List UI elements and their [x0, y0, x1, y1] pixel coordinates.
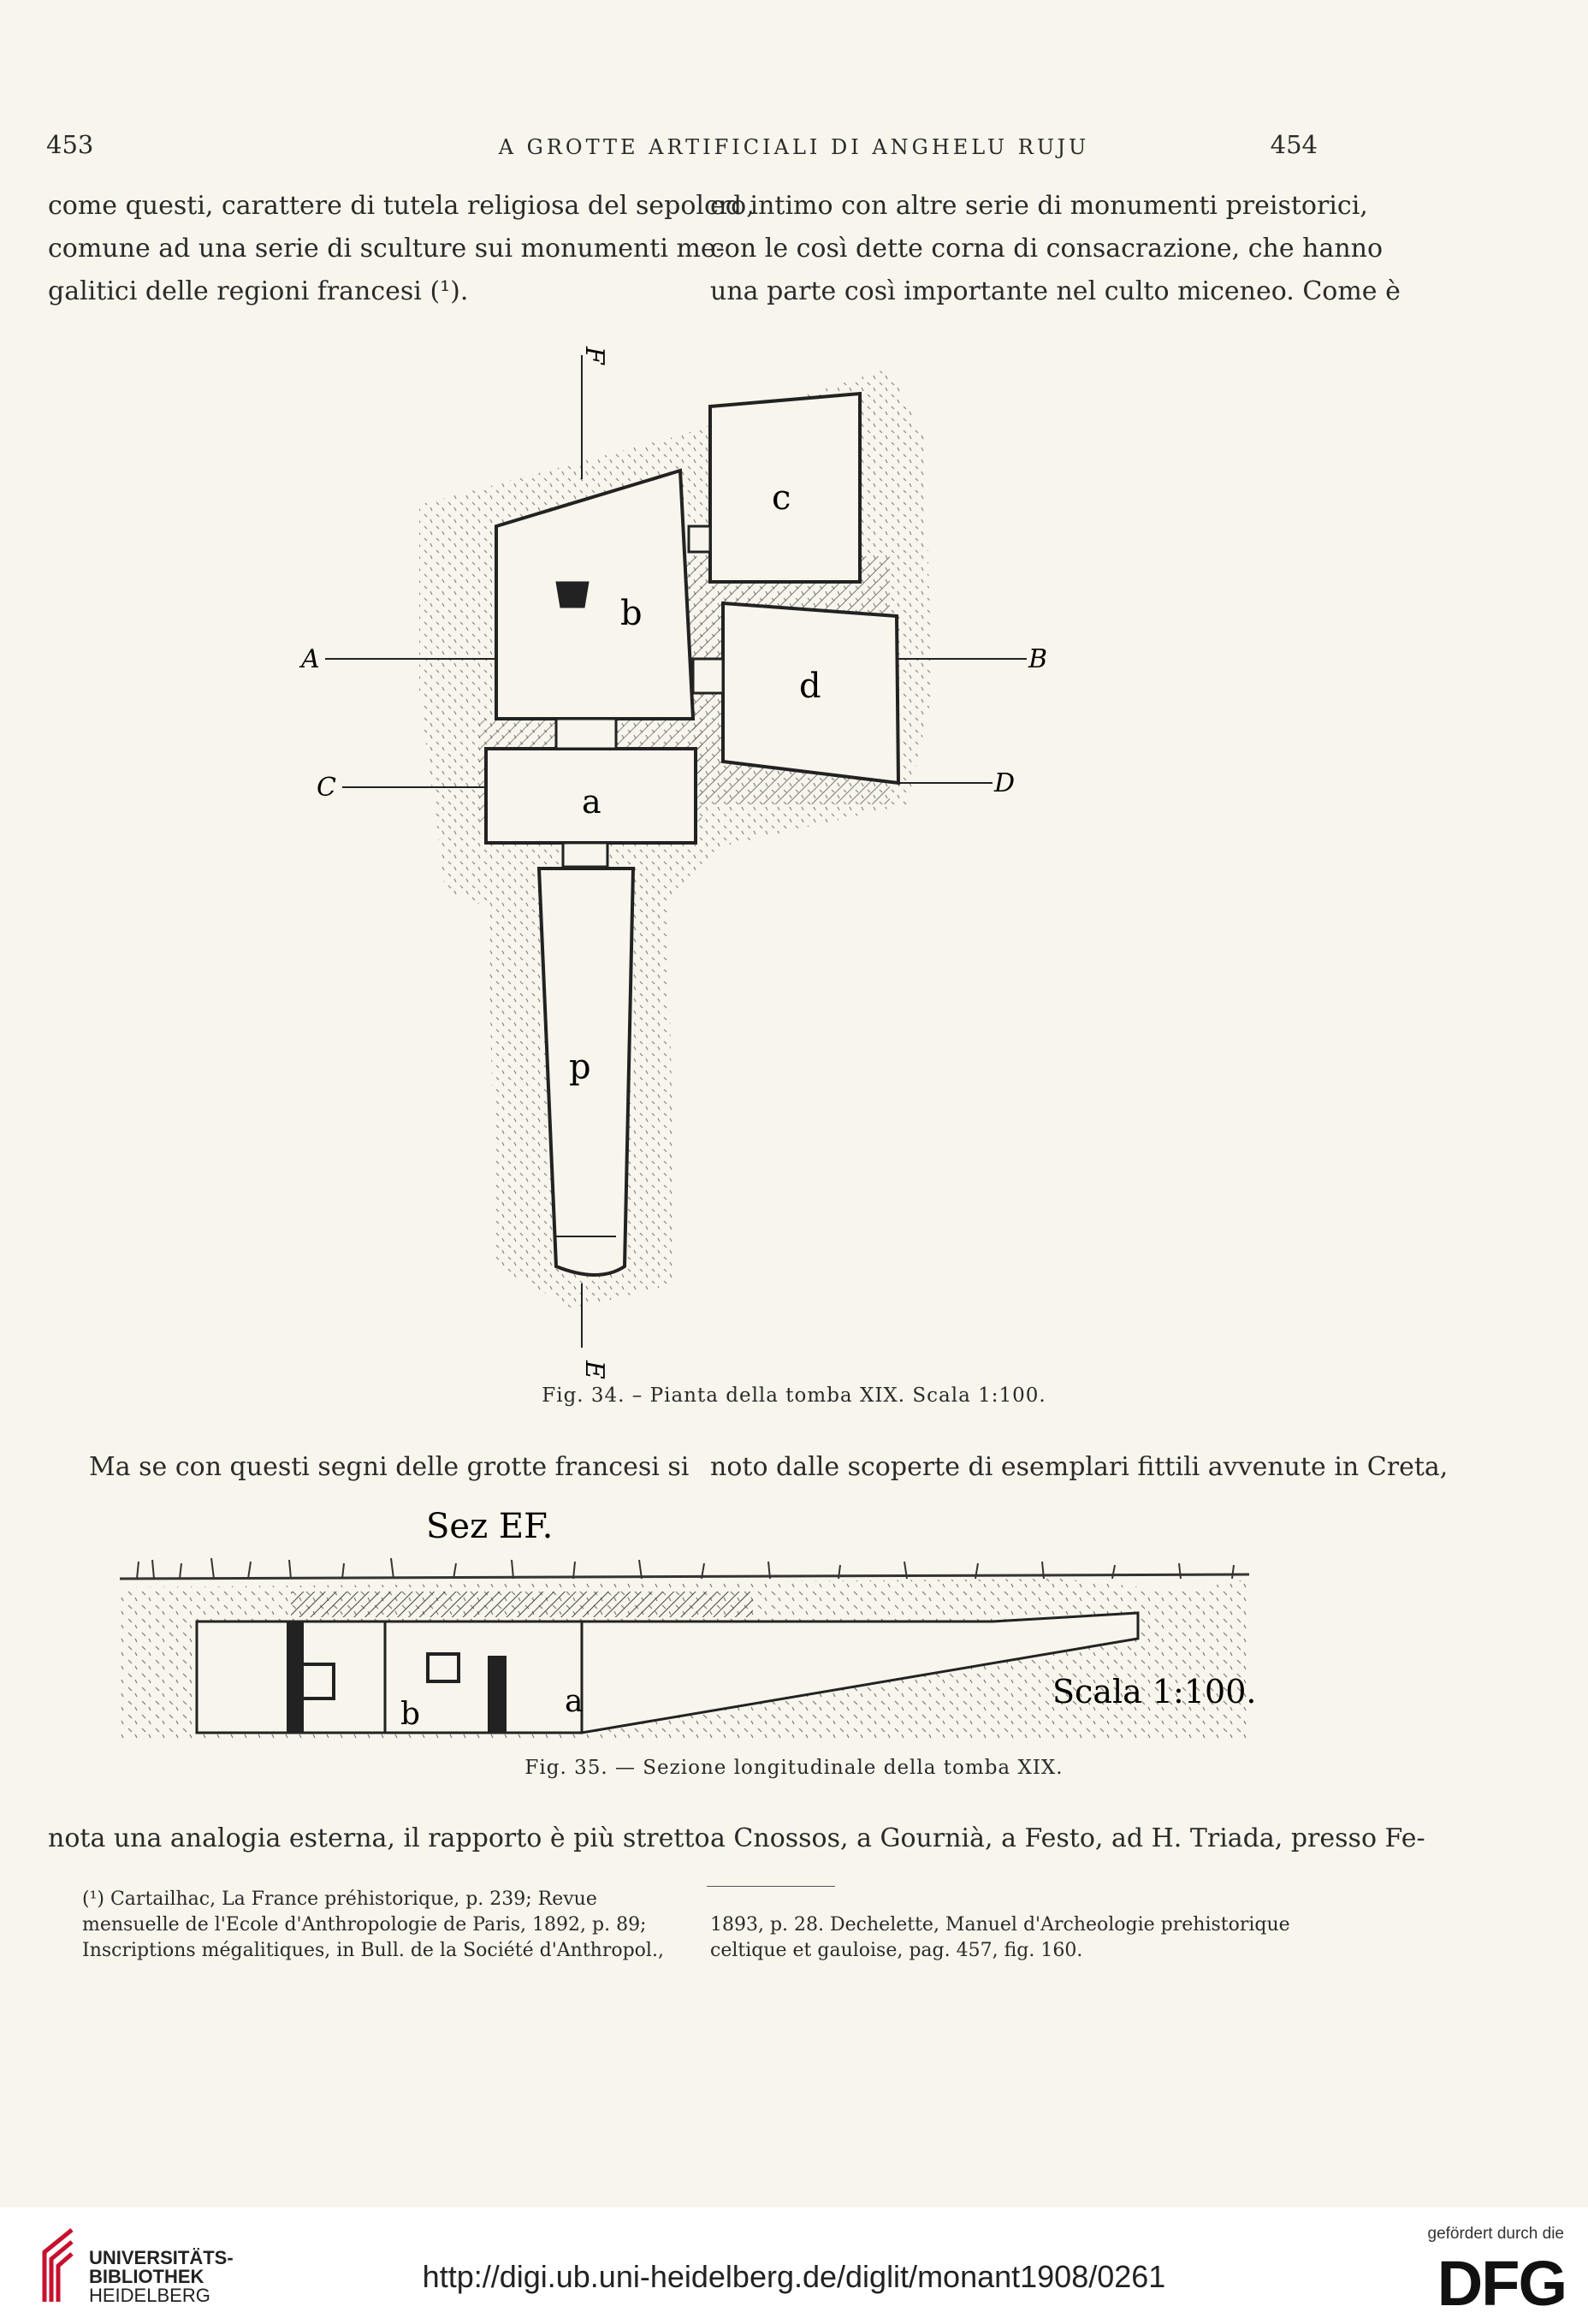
- fig35-title: Sez EF.: [426, 1507, 554, 1546]
- footnote-rule: [707, 1886, 835, 1887]
- label-E: E: [579, 1361, 609, 1379]
- text-line: ed intimo con altre serie di monumenti preistorici,: [710, 191, 1368, 221]
- bottom-text-left: [48, 1817, 710, 1860]
- footnote-line: mensuelle de l'Ecole d'Anthropologie de Paris, 1892, p. 89;: [82, 1914, 647, 1936]
- running-title: A GROTTE ARTIFICIALI DI ANGHELU RUJU: [498, 135, 1090, 159]
- label-C: C: [317, 773, 336, 803]
- label-c: c: [772, 478, 791, 518]
- top-text-right: [710, 185, 1401, 313]
- footnote-line: 1893, p. 28. Dechelette, Manuel d'Archeologie prehistorique: [710, 1914, 1290, 1936]
- label-D: D: [994, 768, 1016, 798]
- text-line: con le così dette corna di consacrazione, che hanno: [710, 234, 1384, 264]
- dfg-logo: DFG: [1437, 2248, 1566, 2319]
- text-line: nota una analogia esterna, il rapporto è più stretto: [48, 1823, 710, 1853]
- bottom-text-right: [710, 1817, 1425, 1860]
- library-line2: BIBLIOTHEK: [89, 2266, 204, 2287]
- top-text-left: [48, 185, 755, 313]
- text-line: Ma se con questi segni delle grotte francesi si: [89, 1452, 690, 1482]
- fig34-plan-drawing: [291, 308, 1061, 1395]
- fig35-label-a: a: [565, 1684, 584, 1719]
- label-a: a: [582, 783, 601, 821]
- footnote-line: Inscriptions mégalitiques, in Bull. de la Société d'Anthropol.,: [82, 1940, 664, 1961]
- label-A: A: [301, 644, 320, 674]
- label-B: B: [1028, 644, 1048, 674]
- label-d: d: [799, 667, 821, 706]
- page-number-left: 453: [46, 130, 94, 159]
- library-line1: UNIVERSITÄTS-: [89, 2247, 234, 2268]
- funded-by-text: gefördert durch die: [1427, 2225, 1564, 2243]
- text-line: a Cnossos, a Gournià, a Festo, ad H. Triada, presso Fe-: [710, 1823, 1425, 1853]
- permalink-url[interactable]: http://digi.ub.uni-heidelberg.de/diglit/monant1908/0261: [422, 2259, 1166, 2294]
- fig35-label-b: b: [400, 1697, 421, 1732]
- text-line: come questi, carattere di tutela religiosa del sepolcro,: [48, 191, 755, 221]
- footnote-line: (¹) Cartailhac, La France préhistorique, p. 239; Revue: [82, 1888, 597, 1910]
- text-line: comune ad una serie di sculture sui monumenti me-: [48, 234, 725, 264]
- text-line: noto dalle scoperte di esemplari fittili avvenute in Creta,: [710, 1452, 1449, 1482]
- footnotes-left: [82, 1887, 664, 1964]
- text-line: galitici delle regioni francesi (¹).: [48, 276, 469, 306]
- library-line3: HEIDELBERG: [89, 2285, 210, 2306]
- mid-text-left: [89, 1446, 690, 1489]
- page-number-right: 454: [1270, 130, 1318, 159]
- label-b: b: [620, 594, 643, 633]
- mid-text-right: [710, 1446, 1449, 1489]
- fig35-section-drawing: [86, 1493, 1301, 1750]
- footnotes-right: [710, 1912, 1290, 1964]
- fig34-caption: Fig. 34. – Pianta della tomba XIX. Scala 1:100.: [542, 1384, 1046, 1407]
- fig35-scale: Scala 1:100.: [1052, 1673, 1257, 1710]
- text-line: una parte così importante nel culto miceneo. Come è: [710, 276, 1401, 306]
- label-p: p: [569, 1047, 591, 1087]
- label-F: F: [579, 347, 609, 365]
- footnote-line: celtique et gauloise, pag. 457, fig. 160.: [710, 1940, 1083, 1961]
- fig35-caption: Fig. 35. — Sezione longitudinale della tomba XIX.: [524, 1757, 1064, 1779]
